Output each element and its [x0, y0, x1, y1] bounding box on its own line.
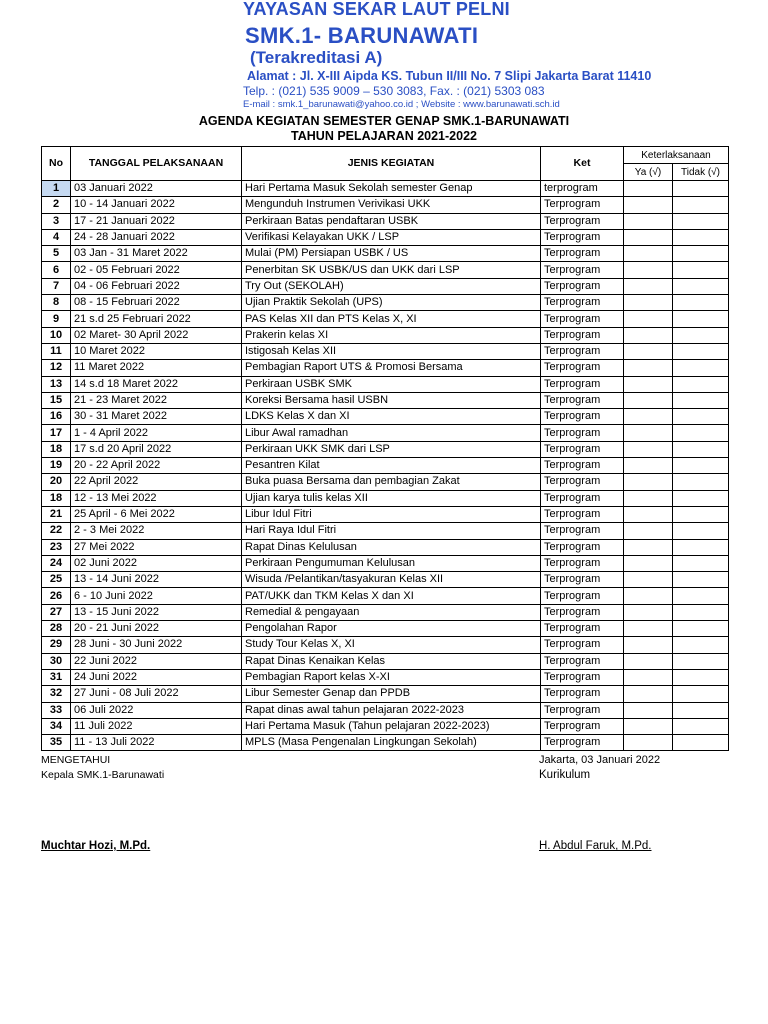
row-no: 21	[42, 506, 71, 522]
table-row	[42, 392, 729, 408]
row-ket: Terprogram	[541, 604, 624, 620]
row-activity: Rapat dinas awal tahun pelajaran 2022-2023	[242, 702, 541, 718]
row-ya	[624, 523, 673, 539]
table-row	[42, 506, 729, 522]
table-row	[42, 376, 729, 392]
row-activity: Libur Semester Genap dan PPDB	[242, 686, 541, 702]
row-ket: Terprogram	[541, 555, 624, 571]
row-ket: Terprogram	[541, 637, 624, 653]
row-ya	[624, 572, 673, 588]
row-date: 22 Juni 2022	[71, 653, 242, 669]
header-date: TANGGAL PELAKSANAAN	[71, 147, 242, 181]
row-no: 24	[42, 555, 71, 571]
row-ya	[624, 718, 673, 734]
row-tidak	[673, 229, 729, 245]
row-no: 27	[42, 604, 71, 620]
table-row	[42, 246, 729, 262]
row-ket: Terprogram	[541, 539, 624, 555]
row-no: 8	[42, 295, 71, 311]
row-date: 30 - 31 Maret 2022	[71, 409, 242, 425]
row-date: 12 - 13 Mei 2022	[71, 490, 242, 506]
row-date: 27 Mei 2022	[71, 539, 242, 555]
row-ket: Terprogram	[541, 441, 624, 457]
row-tidak	[673, 490, 729, 506]
row-date: 02 Maret- 30 April 2022	[71, 327, 242, 343]
row-activity: Pengolahan Rapor	[242, 621, 541, 637]
row-activity: Remedial & pengayaan	[242, 604, 541, 620]
row-ya	[624, 360, 673, 376]
row-tidak	[673, 458, 729, 474]
row-ya	[624, 653, 673, 669]
row-tidak	[673, 653, 729, 669]
organization-name: YAYASAN SEKAR LAUT PELNI	[243, 0, 510, 19]
address-line: Alamat : Jl. X-III Aipda KS. Tubun II/III No. 7 Slipi Jakarta Barat 11410	[247, 69, 652, 83]
row-ya	[624, 278, 673, 294]
header-ket: Ket	[541, 147, 624, 181]
row-no: 9	[42, 311, 71, 327]
row-tidak	[673, 621, 729, 637]
row-activity: Hari Pertama Masuk Sekolah semester Genap	[242, 181, 541, 197]
row-no: 18	[42, 441, 71, 457]
row-date: 03 Januari 2022	[71, 181, 242, 197]
signer-right-name: H. Abdul Faruk, M.Pd.	[539, 840, 652, 852]
row-ket: Terprogram	[541, 262, 624, 278]
row-activity: Perkiraan USBK SMK	[242, 376, 541, 392]
table-row	[42, 262, 729, 278]
row-ya	[624, 637, 673, 653]
row-ya	[624, 621, 673, 637]
row-date: 14 s.d 18 Maret 2022	[71, 376, 242, 392]
row-no: 5	[42, 246, 71, 262]
row-no: 22	[42, 523, 71, 539]
table-row	[42, 229, 729, 245]
row-activity: PAS Kelas XII dan PTS Kelas X, XI	[242, 311, 541, 327]
row-tidak	[673, 197, 729, 213]
row-tidak	[673, 327, 729, 343]
row-activity: Mengunduh Instrumen Verivikasi UKK	[242, 197, 541, 213]
row-date: 6 - 10 Juni 2022	[71, 588, 242, 604]
acknowledged-label: MENGETAHUI	[41, 754, 111, 766]
school-name: SMK.1- BARUNAWATI	[245, 23, 479, 48]
row-tidak	[673, 506, 729, 522]
row-no: 12	[42, 360, 71, 376]
row-tidak	[673, 295, 729, 311]
table-row	[42, 360, 729, 376]
row-activity: Libur Idul Fitri	[242, 506, 541, 522]
table-row	[42, 621, 729, 637]
row-activity: Pembagian Raport kelas X-XI	[242, 669, 541, 685]
row-activity: PAT/UKK dan TKM Kelas X dan XI	[242, 588, 541, 604]
table-row	[42, 572, 729, 588]
row-activity: Hari Pertama Masuk (Tahun pelajaran 2022-2023)	[242, 718, 541, 734]
row-no: 16	[42, 409, 71, 425]
table-row	[42, 181, 729, 197]
row-ket: Terprogram	[541, 278, 624, 294]
table-row	[42, 197, 729, 213]
row-activity: MPLS (Masa Pengenalan Lingkungan Sekolah)	[242, 735, 541, 751]
table-row	[42, 327, 729, 343]
row-tidak	[673, 376, 729, 392]
row-activity: Prakerin kelas XI	[242, 327, 541, 343]
row-activity: Rapat Dinas Kenaikan Kelas	[242, 653, 541, 669]
row-ya	[624, 506, 673, 522]
agenda-title: AGENDA KEGIATAN SEMESTER GENAP SMK.1-BARUNAWATI	[198, 114, 570, 128]
row-ket: Terprogram	[541, 458, 624, 474]
row-activity: Perkiraan UKK SMK dari LSP	[242, 441, 541, 457]
row-no: 3	[42, 213, 71, 229]
row-no: 29	[42, 637, 71, 653]
row-no: 18	[42, 490, 71, 506]
row-no: 4	[42, 229, 71, 245]
table-row	[42, 539, 729, 555]
row-ket: Terprogram	[541, 474, 624, 490]
head-of-school-title: Kepala SMK.1-Barunawati	[41, 769, 165, 781]
academic-year-title: TAHUN PELAJARAN 2021-2022	[291, 129, 477, 143]
phone-line: Telp. : (021) 535 9009 – 530 3083, Fax. : (021) 5303 083	[243, 84, 545, 98]
agenda-table	[41, 146, 729, 751]
row-ya	[624, 474, 673, 490]
row-tidak	[673, 213, 729, 229]
row-no: 26	[42, 588, 71, 604]
row-ya	[624, 702, 673, 718]
row-ket: Terprogram	[541, 653, 624, 669]
row-no: 20	[42, 474, 71, 490]
row-tidak	[673, 409, 729, 425]
header-keterlaksanaan: Keterlaksanaan	[624, 147, 729, 164]
row-ket: Terprogram	[541, 490, 624, 506]
row-tidak	[673, 181, 729, 197]
row-activity: Buka puasa Bersama dan pembagian Zakat	[242, 474, 541, 490]
row-activity: Rapat Dinas Kelulusan	[242, 539, 541, 555]
row-ya	[624, 229, 673, 245]
row-date: 20 - 22 April 2022	[71, 458, 242, 474]
row-ket: Terprogram	[541, 621, 624, 637]
row-tidak	[673, 604, 729, 620]
row-no: 19	[42, 458, 71, 474]
row-activity: Hari Raya Idul Fitri	[242, 523, 541, 539]
row-ket: Terprogram	[541, 409, 624, 425]
row-tidak	[673, 669, 729, 685]
accreditation: (Terakreditasi A)	[250, 48, 383, 67]
row-tidak	[673, 278, 729, 294]
row-ya	[624, 588, 673, 604]
row-ket: terprogram	[541, 181, 624, 197]
row-ket: Terprogram	[541, 311, 624, 327]
row-no: 1	[42, 181, 71, 197]
row-no: 7	[42, 278, 71, 294]
row-tidak	[673, 343, 729, 359]
row-no: 35	[42, 735, 71, 751]
row-date: 24 - 28 Januari 2022	[71, 229, 242, 245]
row-date: 03 Jan - 31 Maret 2022	[71, 246, 242, 262]
row-ya	[624, 213, 673, 229]
row-no: 32	[42, 686, 71, 702]
row-tidak	[673, 441, 729, 457]
row-ket: Terprogram	[541, 343, 624, 359]
row-no: 17	[42, 425, 71, 441]
row-ket: Terprogram	[541, 376, 624, 392]
table-row	[42, 523, 729, 539]
row-tidak	[673, 718, 729, 734]
row-ket: Terprogram	[541, 229, 624, 245]
header-ya: Ya (√)	[624, 164, 673, 181]
row-ya	[624, 686, 673, 702]
row-no: 34	[42, 718, 71, 734]
row-no: 2	[42, 197, 71, 213]
row-tidak	[673, 539, 729, 555]
row-ket: Terprogram	[541, 360, 624, 376]
row-tidak	[673, 572, 729, 588]
row-tidak	[673, 702, 729, 718]
row-date: 04 - 06 Februari 2022	[71, 278, 242, 294]
row-ya	[624, 669, 673, 685]
row-tidak	[673, 555, 729, 571]
row-date: 1 - 4 April 2022	[71, 425, 242, 441]
header-no: No	[42, 147, 71, 181]
row-date: 20 - 21 Juni 2022	[71, 621, 242, 637]
row-ket: Terprogram	[541, 572, 624, 588]
row-ket: Terprogram	[541, 588, 624, 604]
row-no: 6	[42, 262, 71, 278]
row-ket: Terprogram	[541, 246, 624, 262]
row-ya	[624, 392, 673, 408]
row-date: 02 Juni 2022	[71, 555, 242, 571]
row-no: 31	[42, 669, 71, 685]
table-row	[42, 735, 729, 751]
row-date: 10 Maret 2022	[71, 343, 242, 359]
table-row	[42, 295, 729, 311]
table-row	[42, 555, 729, 571]
row-ket: Terprogram	[541, 327, 624, 343]
row-ket: Terprogram	[541, 197, 624, 213]
row-date: 17 s.d 20 April 2022	[71, 441, 242, 457]
row-ya	[624, 246, 673, 262]
row-activity: Pesantren Kilat	[242, 458, 541, 474]
row-no: 30	[42, 653, 71, 669]
row-date: 2 - 3 Mei 2022	[71, 523, 242, 539]
row-no: 33	[42, 702, 71, 718]
row-tidak	[673, 735, 729, 751]
row-tidak	[673, 311, 729, 327]
curriculum-title: Kurikulum	[539, 769, 591, 781]
table-row	[42, 718, 729, 734]
row-ket: Terprogram	[541, 506, 624, 522]
row-activity: Pembagian Raport UTS & Promosi Bersama	[242, 360, 541, 376]
row-tidak	[673, 425, 729, 441]
row-ya	[624, 262, 673, 278]
row-activity: Wisuda /Pelantikan/tasyakuran Kelas XII	[242, 572, 541, 588]
row-date: 08 - 15 Februari 2022	[71, 295, 242, 311]
row-date: 22 April 2022	[71, 474, 242, 490]
row-ket: Terprogram	[541, 425, 624, 441]
row-ya	[624, 539, 673, 555]
row-ya	[624, 490, 673, 506]
row-ket: Terprogram	[541, 213, 624, 229]
table-row	[42, 311, 729, 327]
row-tidak	[673, 360, 729, 376]
row-date: 11 Juli 2022	[71, 718, 242, 734]
email-website-line: E-mail : smk.1_barunawati@yahoo.co.id ; Website : www.barunawati.sch.id	[243, 99, 560, 110]
row-date: 25 April - 6 Mei 2022	[71, 506, 242, 522]
row-tidak	[673, 588, 729, 604]
row-ket: Terprogram	[541, 295, 624, 311]
row-no: 28	[42, 621, 71, 637]
place-date: Jakarta, 03 Januari 2022	[539, 754, 661, 766]
row-ya	[624, 295, 673, 311]
row-date: 21 - 23 Maret 2022	[71, 392, 242, 408]
row-date: 27 Juni - 08 Juli 2022	[71, 686, 242, 702]
agenda-table-body	[42, 181, 729, 751]
table-row	[42, 490, 729, 506]
row-activity: Verifikasi Kelayakan UKK / LSP	[242, 229, 541, 245]
row-tidak	[673, 523, 729, 539]
row-tidak	[673, 246, 729, 262]
row-date: 28 Juni - 30 Juni 2022	[71, 637, 242, 653]
row-ket: Terprogram	[541, 735, 624, 751]
row-ket: Terprogram	[541, 702, 624, 718]
row-tidak	[673, 262, 729, 278]
row-activity: Koreksi Bersama hasil USBN	[242, 392, 541, 408]
row-no: 23	[42, 539, 71, 555]
row-ya	[624, 311, 673, 327]
row-activity: Ujian Praktik Sekolah (UPS)	[242, 295, 541, 311]
row-ya	[624, 735, 673, 751]
table-row	[42, 588, 729, 604]
row-ya	[624, 181, 673, 197]
row-ya	[624, 425, 673, 441]
row-activity: Penerbitan SK USBK/US dan UKK dari LSP	[242, 262, 541, 278]
row-date: 13 - 15 Juni 2022	[71, 604, 242, 620]
row-ya	[624, 555, 673, 571]
row-date: 06 Juli 2022	[71, 702, 242, 718]
row-activity: Try Out (SEKOLAH)	[242, 278, 541, 294]
row-date: 24 Juni 2022	[71, 669, 242, 685]
row-activity: Perkiraan Batas pendaftaran USBK	[242, 213, 541, 229]
row-no: 25	[42, 572, 71, 588]
table-row	[42, 604, 729, 620]
row-date: 21 s.d 25 Februari 2022	[71, 311, 242, 327]
row-date: 02 - 05 Februari 2022	[71, 262, 242, 278]
table-row	[42, 653, 729, 669]
row-no: 13	[42, 376, 71, 392]
row-ya	[624, 327, 673, 343]
row-ya	[624, 376, 673, 392]
table-row	[42, 686, 729, 702]
table-row	[42, 637, 729, 653]
row-ket: Terprogram	[541, 669, 624, 685]
row-ya	[624, 604, 673, 620]
row-date: 11 Maret 2022	[71, 360, 242, 376]
row-no: 10	[42, 327, 71, 343]
table-row	[42, 425, 729, 441]
row-activity: Mulai (PM) Persiapan USBK / US	[242, 246, 541, 262]
table-row	[42, 409, 729, 425]
row-activity: Perkiraan Pengumuman Kelulusan	[242, 555, 541, 571]
row-date: 10 - 14 Januari 2022	[71, 197, 242, 213]
row-activity: Libur Awal ramadhan	[242, 425, 541, 441]
row-ya	[624, 197, 673, 213]
row-date: 13 - 14 Juni 2022	[71, 572, 242, 588]
row-tidak	[673, 637, 729, 653]
row-tidak	[673, 474, 729, 490]
row-activity: Istigosah Kelas XII	[242, 343, 541, 359]
signer-left-name: Muchtar Hozi, M.Pd.	[41, 840, 151, 852]
row-ket: Terprogram	[541, 523, 624, 539]
table-row	[42, 278, 729, 294]
row-tidak	[673, 392, 729, 408]
row-no: 11	[42, 343, 71, 359]
row-ya	[624, 343, 673, 359]
table-row	[42, 669, 729, 685]
table-row	[42, 702, 729, 718]
row-date: 17 - 21 Januari 2022	[71, 213, 242, 229]
table-row	[42, 343, 729, 359]
row-activity: LDKS Kelas X dan XI	[242, 409, 541, 425]
table-row	[42, 213, 729, 229]
table-row	[42, 458, 729, 474]
row-no: 15	[42, 392, 71, 408]
table-row	[42, 474, 729, 490]
row-ya	[624, 458, 673, 474]
row-ya	[624, 441, 673, 457]
row-activity: Ujian karya tulis kelas XII	[242, 490, 541, 506]
header-tidak: Tidak (√)	[673, 164, 729, 181]
row-ket: Terprogram	[541, 718, 624, 734]
row-ya	[624, 409, 673, 425]
row-ket: Terprogram	[541, 686, 624, 702]
row-activity: Study Tour Kelas X, XI	[242, 637, 541, 653]
header-activity: JENIS KEGIATAN	[242, 147, 541, 181]
table-row	[42, 441, 729, 457]
row-ket: Terprogram	[541, 392, 624, 408]
row-date: 11 - 13 Juli 2022	[71, 735, 242, 751]
row-tidak	[673, 686, 729, 702]
